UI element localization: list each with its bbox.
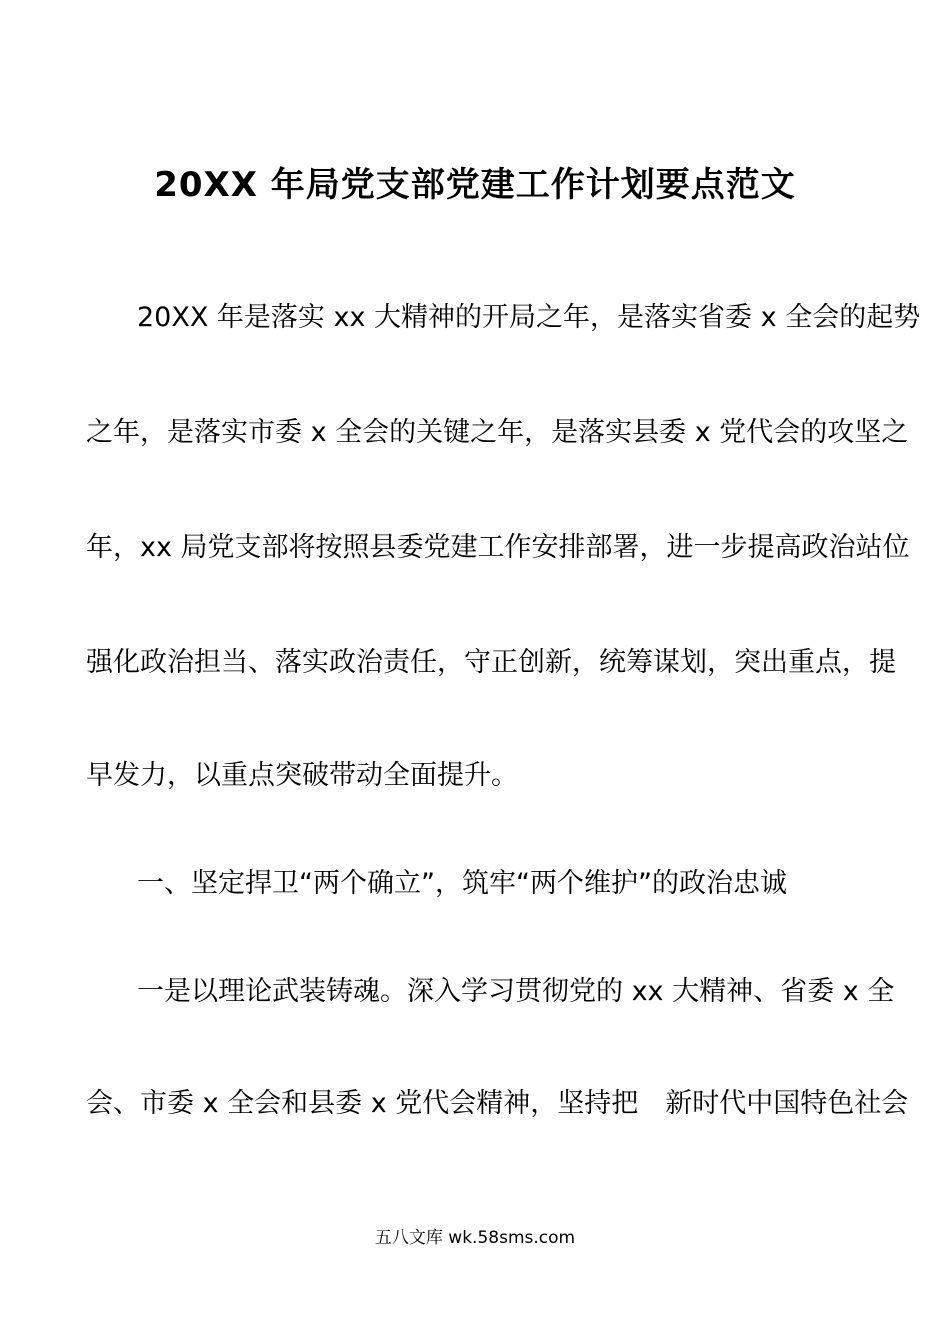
document-title: 20XX 年局党支部党建工作计划要点范文 [154,165,796,205]
paragraph-line: 20XX 年是落实 xx 大精神的开局之年，是落实省委 x 全会的起势 [137,302,921,333]
paragraph-line: 强化政治担当、落实政治责任，守正创新，统筹谋划，突出重点，提 [86,647,896,678]
paragraph-line: 之年，是落实市委 x 全会的关键之年，是落实县委 x 党代会的攻坚之 [86,417,909,448]
paragraph-line: 会、市委 x 全会和县委 x 党代会精神，坚持把 新时代中国特色社会 [86,1088,909,1119]
page-footer: 五八文库 wk.58sms.com [374,1228,576,1248]
paragraph-line: 早发力，以重点突破带动全面提升。 [86,760,518,791]
paragraph-line: 一是以理论武装铸魂。深入学习贯彻党的 xx 大精神、省委 x 全 [137,976,895,1007]
section-heading: 一、坚定捍卫“两个确立”，筑牢“两个维护”的政治忠诚 [137,868,787,899]
paragraph-line: 年，xx 局党支部将按照县委党建工作安排部署，进一步提高政治站位 [86,532,910,563]
